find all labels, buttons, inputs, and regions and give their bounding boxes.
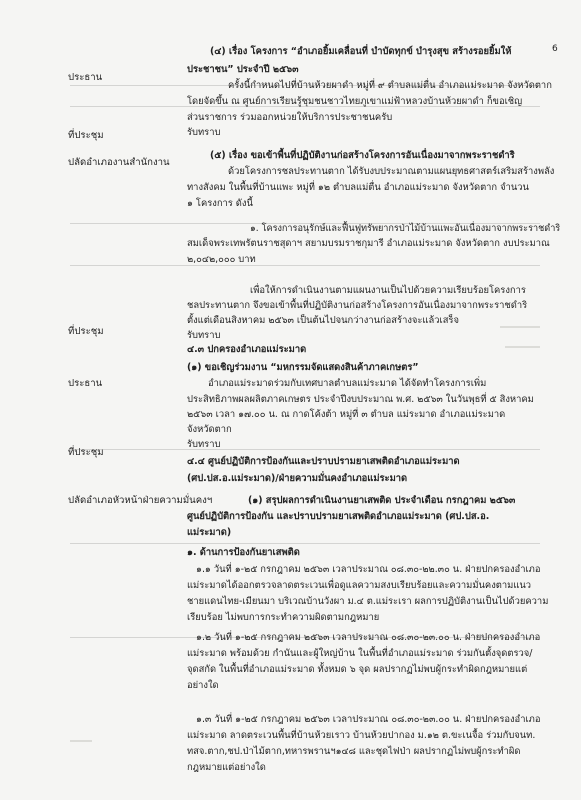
ghost-mark — [70, 740, 92, 742]
speaker-label: ที่ประชุม — [68, 130, 104, 141]
body-line: อำเภอแม่ระมาดร่วมกับเทศบาลตำบลแม่ระมาด ได้จัดทำโครงการเพิ่ม — [208, 378, 487, 389]
section-heading: ๔.๔ ศูนย์ปฏิบัติการป้องกันและปราบปรามยาเสพติดอำเภอแม่ระมาด — [187, 456, 460, 467]
body-line: ทสจ.ตาก,ชป.ป่าไม้ตาก,ทหารพรานฯ๑๔๘ และชุดไฟป่า ผลปรากฏไม่พบผู้กระทำผิด — [187, 746, 521, 757]
body-line: เรียบร้อย ไม่พบการกระทำความผิดตามกฎหมาย — [187, 612, 380, 623]
agenda-heading: (๑) สรุปผลการดำเนินงานยาเสพติด ประจำเดือน กรกฎาคม ๒๕๖๓ — [248, 495, 516, 506]
agenda-heading: ประชาชน” ประจำปี ๒๕๖๓ — [187, 64, 299, 75]
body-line: สมเด็จพระเทพรัตนราชสุดาฯ สยามบรมราชกุมารี อำเภอแม่ระมาด จังหวัดตาก งบประมาณ — [187, 238, 550, 249]
body-line: ทางสังคม ในพื้นที่บ้านแพะ หมู่ที่ ๑๒ ตำบลแม่ตื่น อำเภอแม่ระมาด จังหวัดตาก จำนวน — [187, 182, 529, 193]
body-line: ๑. โครงการอนุรักษ์และฟื้นฟูทรัพยากรป่าไม้บ้านแพะอันเนื่องมาจากพระราชดำริ — [250, 223, 561, 234]
body-line: ๑.๒ วันที่ ๑-๒๕ กรกฎาคม ๒๕๖๓ เวลาประมาณ ๐๘.๓๐-๒๓.๐๐ น. ฝ่ายปกครองอำเภอ — [196, 632, 541, 643]
body-line: โดยจัดขึ้น ณ ศูนย์การเรียนรู้ชุมชนชาวไทยภูเขาแม่ฟ้าหลวงบ้านห้วยผาดำ ก็ขอเชิญ — [187, 96, 523, 107]
body-line: ๒๕๖๓ เวลา ๑๗.๐๐ น. ณ กาดโค้งต้า หมู่ที่ ๓ ตำบล แม่ระมาด อำเภอแม่ระมาด — [187, 409, 506, 420]
agenda-heading: (๔) เรื่อง โครงการ “อำเภอยิ้มเคลื่อนที่ บำบัดทุกข์ บำรุงสุข สร้างรอยยิ้มให้ — [210, 46, 512, 57]
ghost-rule — [70, 265, 540, 266]
agenda-heading: แม่ระมาด) — [187, 527, 232, 538]
speaker-label: ปลัดอำเภอหัวหน้าฝ่ายความมั่นคงฯ — [68, 495, 213, 506]
ghost-mark — [500, 326, 540, 328]
resolution-text: รับทราบ — [187, 439, 221, 450]
ghost-rule — [70, 543, 540, 544]
body-line: อย่างใด — [187, 680, 219, 691]
body-line: เพื่อให้การดำเนินงานตามแผนงานเป็นไปด้วยความเรียบร้อยโครงการ — [250, 285, 526, 296]
resolution-text: รับทราบ — [187, 330, 221, 341]
body-line: ส่วนราชการ ร่วมออกหน่วยให้บริการประชาชนครับ — [187, 112, 393, 123]
body-line: ๑ โครงการ ดังนี้ — [187, 198, 253, 209]
body-line: ชายแดนไทย-เมียนมา บริเวณบ้านวังผา ม.๔ ต.แม่ระเรา ผลการปฏิบัติงานเป็นไปด้วยความ — [187, 596, 549, 607]
speaker-label: ประธาน — [68, 378, 103, 389]
speaker-label: ประธาน — [68, 72, 103, 83]
body-line: ๑.๑ วันที่ ๑-๒๕ กรกฎาคม ๒๕๖๓ เวลาประมาณ ๐๘.๓๐-๒๒.๓๐ น. ฝ่ายปกครองอำเภอ — [196, 564, 541, 575]
body-line: ชลประทานตาก จึงขอเข้าพื้นที่ปฏิบัติงานก่อสร้างโครงการอันเนื่องมาจากพระราชดำริ — [187, 300, 528, 311]
body-line: ๑.๓ วันที่ ๑-๒๕ กรกฎาคม ๒๕๖๓ เวลาประมาณ ๐๘.๓๐-๒๓.๐๐ น. ฝ่ายปกครองอำเภอ — [196, 714, 541, 725]
ghost-rule — [70, 449, 540, 450]
resolution-text: รับทราบ — [187, 127, 221, 138]
body-line: ๒,๐๔๒,๐๐๐ บาท — [187, 254, 256, 265]
page-number: 6 — [552, 44, 558, 54]
body-line: จังหวัดตาก — [187, 424, 232, 435]
agenda-heading: (๑) ขอเชิญร่วมงาน “มหกรรมจัดแสดงสินค้าภาคเกษตร” — [187, 362, 419, 373]
speaker-label: ปลัดอำเภองานสำนักงาน — [68, 157, 170, 168]
section-heading: (ศป.ปส.อ.แม่ระมาด)/ฝ่ายความมั่นคงอำเภอแม่ระมาด — [187, 473, 408, 484]
body-line: แม่ระมาด พร้อมด้วย กำนันและผู้ใหญ่บ้าน ในพื้นที่อำเภอแม่ระมาด ร่วมกันตั้งจุดตรวจ/ — [187, 648, 533, 659]
agenda-heading: ศูนย์ปฏิบัติการป้องกัน และปราบปรามยาเสพติดอำเภอแม่ระมาด (ศป.ปส.อ. — [187, 511, 490, 522]
speaker-label: ที่ประชุม — [68, 447, 104, 458]
section-heading: ๔.๓ ปกครองอำเภอแม่ระมาด — [187, 344, 307, 355]
body-line: ครั้งนี้กำหนดไปที่บ้านห้วยผาดำ หมู่ที่ ๙ ตำบลแม่ตื่น อำเภอแม่ระมาด จังหวัดตาก — [228, 80, 552, 91]
body-line: แม่ระมาด ลาดตระเวนพื้นที่บ้านห้วยเราว บ้านห้วยปากอง ม.๑๒ ต.ขะเนจื้อ ร่วมกับจนท. — [187, 730, 536, 741]
body-line: แม่ระมาดได้ออกตรวจลาดตระเวนเพื่อดูแลความสงบเรียบร้อยและความมั่นคงตามแนว — [187, 580, 532, 591]
agenda-heading: (๕) เรื่อง ขอเข้าพื้นที่ปฏิบัติงานก่อสร้างโครงการอันเนื่องมาจากพระราชดำริ — [210, 150, 515, 161]
speaker-label: ที่ประชุม — [68, 326, 104, 337]
body-line: ด้วยโครงการชลประทานตาก ได้รับงบประมาณตามแผนยุทธศาสตร์เสริมสร้างพลัง — [228, 166, 555, 177]
subsection-heading: ๑. ด้านการป้องกันยาเสพติด — [187, 547, 300, 558]
body-line: กฎหมายแต่อย่างใด — [187, 762, 266, 773]
ghost-mark — [505, 346, 540, 348]
body-line: ตั้งแต่เดือนสิงหาคม ๒๕๖๓ เป็นต้นไปจนกว่างานก่อสร้างจะแล้วเสร็จ — [187, 315, 459, 326]
body-line: จุดสกัด ในพื้นที่อำเภอแม่ระมาด ทั้งหมด ๖ จุด ผลปรากฏไม่พบผู้กระทำผิดกฎหมายแต่ — [187, 664, 528, 675]
body-line: ประสิทธิภาพผลผลิตภาคเกษตร ประจำปีงบประมาณ พ.ศ. ๒๕๖๓ ในวันพุธที่ ๕ สิงหาคม — [187, 394, 534, 405]
